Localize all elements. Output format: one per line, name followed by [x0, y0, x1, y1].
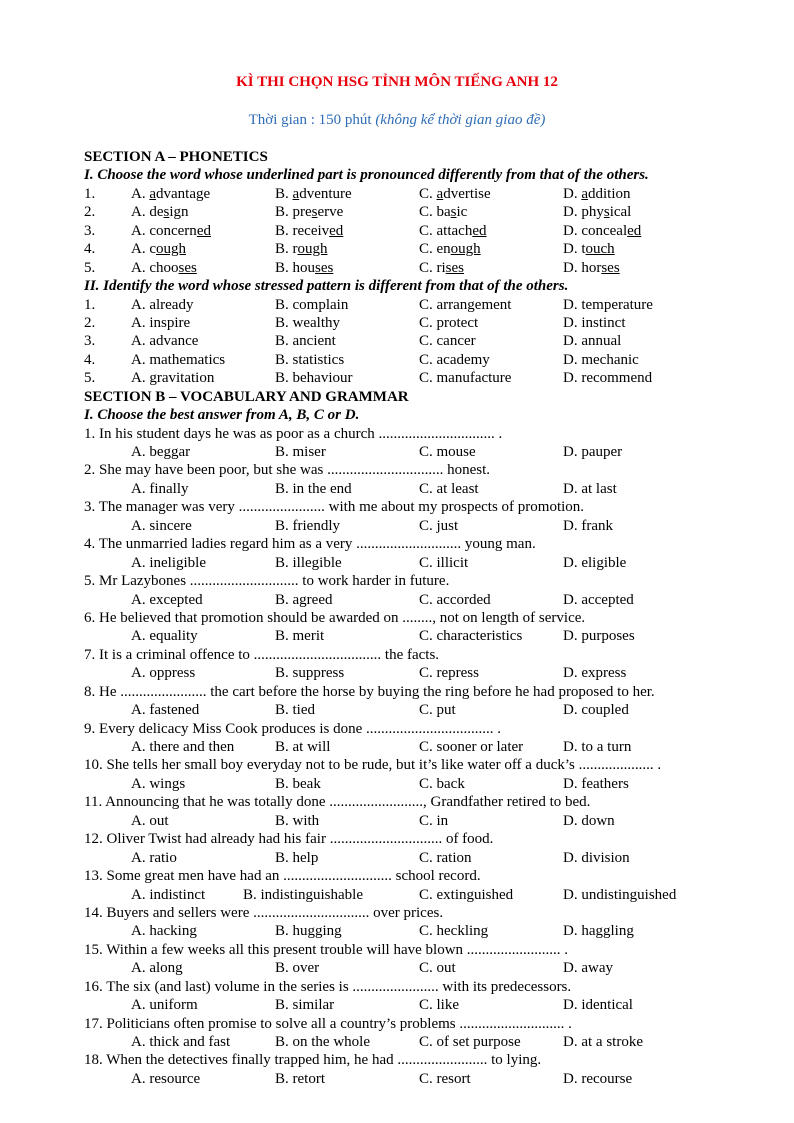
answer-option[interactable]: A. indistinct: [131, 886, 206, 903]
stress-row: [84, 314, 774, 332]
section-a-heading: [84, 148, 774, 166]
underlined-part: ed: [196, 222, 211, 239]
stress-row: [84, 351, 774, 369]
answer-option[interactable]: [131, 203, 189, 221]
answer-option[interactable]: [275, 222, 343, 240]
answer-option[interactable]: [131, 259, 197, 277]
time-label: Thời gian : 150 phút: [248, 112, 372, 128]
answer-option[interactable]: C. of set purpose: [419, 1034, 521, 1050]
stress-row: [84, 332, 774, 350]
answer-option[interactable]: C. extinguished: [419, 886, 514, 903]
answer-option[interactable]: D. mechanic: [563, 351, 639, 368]
answer-option[interactable]: D. feathers: [563, 775, 629, 792]
question-stem: [84, 425, 774, 443]
answer-option[interactable]: C. out: [419, 960, 456, 977]
answer-option[interactable]: B. suppress: [275, 665, 345, 682]
question-stem: [84, 572, 774, 590]
answer-option[interactable]: [419, 222, 487, 240]
option-suffix: ic: [456, 204, 468, 221]
answer-option[interactable]: C. resort: [419, 1070, 471, 1087]
answer-option[interactable]: B. retort: [275, 1070, 325, 1087]
options-row: [84, 812, 774, 830]
answer-option[interactable]: [275, 203, 343, 221]
answer-option[interactable]: B. over: [275, 960, 320, 977]
answer-option[interactable]: D. accepted: [563, 591, 634, 608]
answer-option[interactable]: [419, 240, 481, 258]
option-prefix: C. attach: [419, 222, 473, 239]
answer-option[interactable]: C. sooner or later: [419, 739, 524, 755]
answer-option[interactable]: C. at least: [419, 480, 479, 497]
answer-option[interactable]: A. ratio: [131, 849, 177, 866]
answer-option[interactable]: A. there and then: [131, 739, 235, 755]
options-row: [84, 738, 774, 756]
answer-option[interactable]: D. identical: [563, 997, 633, 1014]
answer-option[interactable]: A. fastened: [131, 702, 200, 719]
answer-option[interactable]: C. put: [419, 702, 456, 719]
answer-option[interactable]: A. hacking: [131, 923, 197, 940]
options-row: [84, 480, 774, 498]
answer-option[interactable]: D. away: [563, 960, 613, 977]
answer-option[interactable]: [275, 259, 333, 277]
options-row: [84, 664, 774, 682]
answer-option[interactable]: A. resource: [131, 1070, 201, 1087]
instruction-text: I. Choose the word whose underlined part is pronounced differently from that of the others.: [84, 167, 649, 184]
answer-option[interactable]: A. thick and fast: [131, 1034, 231, 1050]
answer-option[interactable]: D. division: [563, 849, 630, 866]
answer-option[interactable]: B. beak: [275, 775, 321, 792]
options-row: [84, 996, 774, 1014]
question-stem: [84, 793, 774, 811]
answer-option[interactable]: A. gravitation: [131, 370, 215, 387]
answer-option[interactable]: C. repress: [419, 665, 479, 682]
underlined-part: a: [581, 185, 589, 202]
part-instruction: [84, 406, 774, 424]
underlined-part: a: [292, 185, 300, 202]
options-row: [84, 443, 774, 461]
option-suffix: ical: [609, 204, 632, 221]
answer-option[interactable]: B. statistics: [275, 351, 345, 368]
answer-option[interactable]: A. advance: [131, 333, 199, 350]
option-prefix: D.: [563, 185, 582, 202]
exam-content: [84, 148, 774, 1088]
answer-option[interactable]: C. like: [419, 997, 459, 1014]
question-text: 3. The manager was very ....................... with me about my prospects of promotion.: [84, 499, 585, 516]
answer-option[interactable]: [563, 259, 620, 277]
answer-option[interactable]: B. illegible: [275, 554, 342, 571]
answer-option[interactable]: B. ancient: [275, 333, 336, 350]
answer-option[interactable]: B. wealthy: [275, 314, 340, 331]
phonetics-row: [84, 185, 774, 203]
answer-option[interactable]: B. help: [275, 849, 319, 866]
options-row: [84, 775, 774, 793]
answer-option[interactable]: B. in the end: [275, 480, 352, 497]
question-text: 7. It is a criminal offence to .................................. the facts.: [84, 646, 440, 663]
option-prefix: B. receiv: [275, 222, 330, 239]
underlined-part: a: [436, 185, 444, 202]
options-row: [84, 1033, 774, 1051]
option-prefix: C. ri: [419, 259, 446, 276]
options-row: [84, 922, 774, 940]
underlined-part: s: [163, 204, 170, 221]
answer-option[interactable]: B. miser: [275, 444, 326, 460]
question-text: 5. Mr Lazybones ............................. to work harder in future.: [84, 573, 450, 590]
answer-option[interactable]: D. recourse: [563, 1070, 633, 1087]
answer-option[interactable]: D. instinct: [563, 314, 626, 331]
answer-option[interactable]: D. haggling: [563, 923, 634, 940]
answer-option[interactable]: C. just: [419, 517, 459, 534]
option-prefix: B. r: [275, 241, 298, 258]
section-title: SECTION B – VOCABULARY AND GRAMMAR: [84, 388, 409, 405]
answer-option[interactable]: [131, 222, 211, 240]
question-stem: [84, 941, 774, 959]
options-row: [84, 849, 774, 867]
options-row: [84, 701, 774, 719]
option-prefix: A. concern: [131, 222, 197, 239]
answer-option[interactable]: C. illicit: [419, 554, 469, 571]
answer-option[interactable]: C. in: [419, 812, 449, 829]
option-suffix: ign: [169, 204, 189, 221]
answer-option[interactable]: D. to a turn: [563, 739, 632, 755]
underlined-part: ough: [156, 241, 186, 258]
stress-row: [84, 369, 774, 387]
question-text: 12. Oliver Twist had already had his fair .............................. of food.: [84, 831, 494, 848]
option-prefix: C.: [419, 185, 437, 202]
answer-option[interactable]: A. sincere: [131, 517, 192, 534]
underlined-part: ses: [445, 259, 465, 276]
answer-option[interactable]: A. finally: [131, 480, 189, 497]
option-prefix: B.: [275, 185, 293, 202]
answer-option[interactable]: A. ineligible: [131, 554, 206, 571]
option-prefix: D. phy: [563, 204, 604, 221]
option-suffix: erve: [317, 204, 344, 221]
stress-row: [84, 296, 774, 314]
answer-option[interactable]: [275, 240, 328, 258]
question-text: 9. Every delicacy Miss Cook produces is done .................................. .: [84, 720, 502, 737]
question-stem: [84, 535, 774, 553]
underlined-part: ses: [178, 259, 197, 276]
question-text: 1. In his student days he was as poor as a church ............................... .: [84, 425, 503, 442]
answer-option[interactable]: A. along: [131, 960, 183, 977]
option-prefix: D. conceal: [563, 222, 628, 239]
options-row: [84, 517, 774, 535]
option-suffix: dvantage: [156, 185, 211, 202]
underlined-part: s: [450, 204, 457, 221]
question-stem: [84, 609, 774, 627]
question-text: 17. Politicians often promise to solve all a country’s problems ............................ .: [84, 1015, 572, 1032]
answer-option[interactable]: A. beggar: [131, 444, 191, 460]
question-stem: [84, 756, 774, 774]
underlined-part: ed: [627, 222, 642, 239]
question-text: 6. He believed that promotion should be awarded on ........, not on length of service.: [84, 609, 586, 626]
option-suffix: dventure: [299, 185, 352, 202]
question-number: 2.: [84, 314, 96, 331]
question-text: 13. Some great men have had an ............................. school record.: [84, 868, 481, 885]
answer-option[interactable]: C. accorded: [419, 591, 491, 608]
phonetics-row: [84, 203, 774, 221]
underlined-part: ough: [450, 241, 481, 258]
question-stem: [84, 1015, 774, 1033]
underlined-part: ses: [601, 259, 620, 276]
answer-option[interactable]: D. down: [563, 812, 615, 829]
phonetics-row: [84, 222, 774, 240]
option-prefix: A.: [131, 185, 150, 202]
question-number: 5.: [84, 259, 96, 276]
answer-option[interactable]: [131, 185, 210, 203]
answer-option[interactable]: B. on the whole: [275, 1034, 370, 1050]
question-text: 2. She may have been poor, but she was ............................... honest.: [84, 462, 491, 479]
answer-option[interactable]: D. express: [563, 665, 627, 682]
underlined-part: ed: [329, 222, 344, 239]
underlined-part: ough: [297, 241, 328, 258]
underlined-part: s: [603, 204, 610, 221]
question-stem: [84, 904, 774, 922]
section-title: SECTION A – PHONETICS: [84, 149, 268, 165]
answer-option[interactable]: B. at will: [275, 739, 331, 755]
option-prefix: A. c: [131, 241, 156, 258]
question-number: 5.: [84, 370, 96, 387]
answer-option[interactable]: C. back: [419, 775, 465, 792]
answer-option[interactable]: C. characteristics: [419, 628, 523, 645]
answer-option[interactable]: B. behaviour: [275, 370, 353, 387]
answer-option[interactable]: D. purposes: [563, 628, 635, 645]
answer-option[interactable]: D. pauper: [563, 444, 623, 460]
answer-option[interactable]: D. undistinguished: [563, 886, 677, 903]
answer-option[interactable]: C. protect: [419, 314, 479, 331]
question-stem: [84, 683, 774, 701]
phonetics-row: [84, 240, 774, 258]
answer-option[interactable]: C. heckling: [419, 923, 489, 940]
question-number: 2.: [84, 204, 96, 221]
options-row: [84, 591, 774, 609]
answer-option[interactable]: B. friendly: [275, 517, 340, 534]
underlined-part: ouch: [585, 241, 615, 258]
answer-option[interactable]: D. annual: [563, 333, 622, 350]
question-stem: [84, 978, 774, 996]
instruction-text: II. Identify the word whose stressed pattern is different from that of the others.: [84, 278, 569, 295]
underlined-part: ses: [315, 259, 334, 276]
exam-duration: [0, 112, 794, 129]
answer-option[interactable]: C. manufacture: [419, 370, 512, 387]
underlined-part: ed: [472, 222, 487, 239]
answer-option[interactable]: A. equality: [131, 628, 198, 645]
question-stem: [84, 830, 774, 848]
answer-option[interactable]: D. coupled: [563, 702, 629, 719]
question-text: 18. When the detectives finally trapped him, he had ........................ to lying.: [84, 1052, 542, 1069]
question-stem: [84, 461, 774, 479]
answer-option[interactable]: [563, 185, 631, 203]
question-stem: [84, 498, 774, 516]
answer-option[interactable]: [419, 203, 467, 221]
option-prefix: C. en: [419, 241, 451, 258]
answer-option[interactable]: D. eligible: [563, 554, 627, 571]
time-note: (không kể thời gian giao đề): [375, 112, 546, 128]
option-prefix: D. hor: [563, 259, 602, 276]
question-text: 4. The unmarried ladies regard him as a very ............................ young man.: [84, 536, 536, 553]
answer-option[interactable]: B. agreed: [275, 591, 333, 608]
answer-option[interactable]: D. recommend: [563, 370, 653, 387]
option-prefix: B. pre: [275, 204, 312, 221]
question-number: 4.: [84, 241, 96, 258]
option-suffix: dvertise: [443, 185, 491, 202]
answer-option[interactable]: A. oppress: [131, 665, 196, 682]
answer-option[interactable]: [419, 259, 464, 277]
options-row: [84, 1070, 774, 1088]
answer-option[interactable]: [563, 203, 631, 221]
answer-option[interactable]: A. uniform: [131, 997, 198, 1014]
answer-option[interactable]: [563, 240, 615, 258]
question-text: 8. He ....................... the cart before the horse by buying the ring before he had proposed to her.: [84, 683, 655, 700]
answer-option[interactable]: B. complain: [275, 296, 349, 313]
section-b-heading: [84, 388, 774, 406]
answer-option[interactable]: [275, 185, 352, 203]
options-row: [84, 554, 774, 572]
option-prefix: D. t: [563, 241, 586, 258]
answer-option[interactable]: B. similar: [275, 997, 335, 1014]
answer-option[interactable]: C. mouse: [419, 444, 476, 460]
question-text: 10. She tells her small boy everyday not to be rude, but it’s like water off a duck’s .................... .: [84, 757, 662, 774]
answer-option[interactable]: C. cancer: [419, 333, 476, 350]
answer-option[interactable]: [131, 240, 186, 258]
answer-option[interactable]: A. excepted: [131, 591, 203, 608]
part-instruction: [84, 166, 774, 184]
exam-title: KÌ THI CHỌN HSG TỈNH MÔN TIẾNG ANH 12: [236, 74, 558, 90]
option-suffix: ddition: [588, 185, 631, 202]
answer-option[interactable]: [419, 185, 491, 203]
underlined-part: a: [149, 185, 157, 202]
answer-option[interactable]: B. tied: [275, 702, 315, 719]
question-number: 4.: [84, 351, 96, 368]
question-stem: [84, 1051, 774, 1069]
question-text: 15. Within a few weeks all this present trouble will have blown ......................... .: [84, 941, 569, 958]
question-stem: [84, 646, 774, 664]
question-text: 16. The six (and last) volume in the series is ....................... with its predecessors.: [84, 978, 572, 995]
question-number: 1.: [84, 185, 96, 202]
option-prefix: A. choo: [131, 259, 179, 276]
question-stem: [84, 720, 774, 738]
question-text: 14. Buyers and sellers were ............................... over prices.: [84, 904, 444, 921]
option-prefix: B. hou: [275, 259, 316, 276]
answer-option[interactable]: B. hugging: [275, 923, 342, 940]
question-number: 1.: [84, 296, 96, 313]
options-row: [84, 627, 774, 645]
phonetics-row: [84, 259, 774, 277]
answer-option[interactable]: B. merit: [275, 628, 325, 645]
answer-option[interactable]: D. frank: [563, 517, 613, 534]
question-number: 3.: [84, 222, 96, 239]
answer-option[interactable]: A. mathematics: [131, 351, 226, 368]
answer-option[interactable]: D. temperature: [563, 296, 653, 313]
options-row: [84, 959, 774, 977]
underlined-part: s: [311, 204, 318, 221]
answer-option[interactable]: C. arrangement: [419, 296, 512, 313]
answer-option[interactable]: A. inspire: [131, 314, 191, 331]
answer-option[interactable]: A. out: [131, 812, 169, 829]
question-stem: [84, 867, 774, 885]
answer-option[interactable]: B. indistinguishable: [243, 886, 363, 903]
option-prefix: C. ba: [419, 204, 451, 221]
question-text: 11. Announcing that he was totally done ........................., Grandfather retired to bed.: [84, 794, 591, 811]
answer-option[interactable]: D. at a stroke: [563, 1034, 643, 1050]
answer-option[interactable]: [563, 222, 641, 240]
instruction-text: I. Choose the best answer from A, B, C or D.: [84, 407, 360, 424]
part-instruction: [84, 277, 774, 295]
answer-option[interactable]: A. wings: [131, 775, 186, 792]
answer-option[interactable]: D. at last: [563, 480, 617, 497]
answer-option[interactable]: B. with: [275, 812, 320, 829]
option-prefix: A. de: [131, 204, 164, 221]
question-number: 3.: [84, 333, 96, 350]
answer-option[interactable]: C. academy: [419, 351, 490, 368]
options-row: [84, 886, 774, 904]
answer-option[interactable]: A. already: [131, 296, 194, 313]
answer-option[interactable]: C. ration: [419, 849, 472, 866]
